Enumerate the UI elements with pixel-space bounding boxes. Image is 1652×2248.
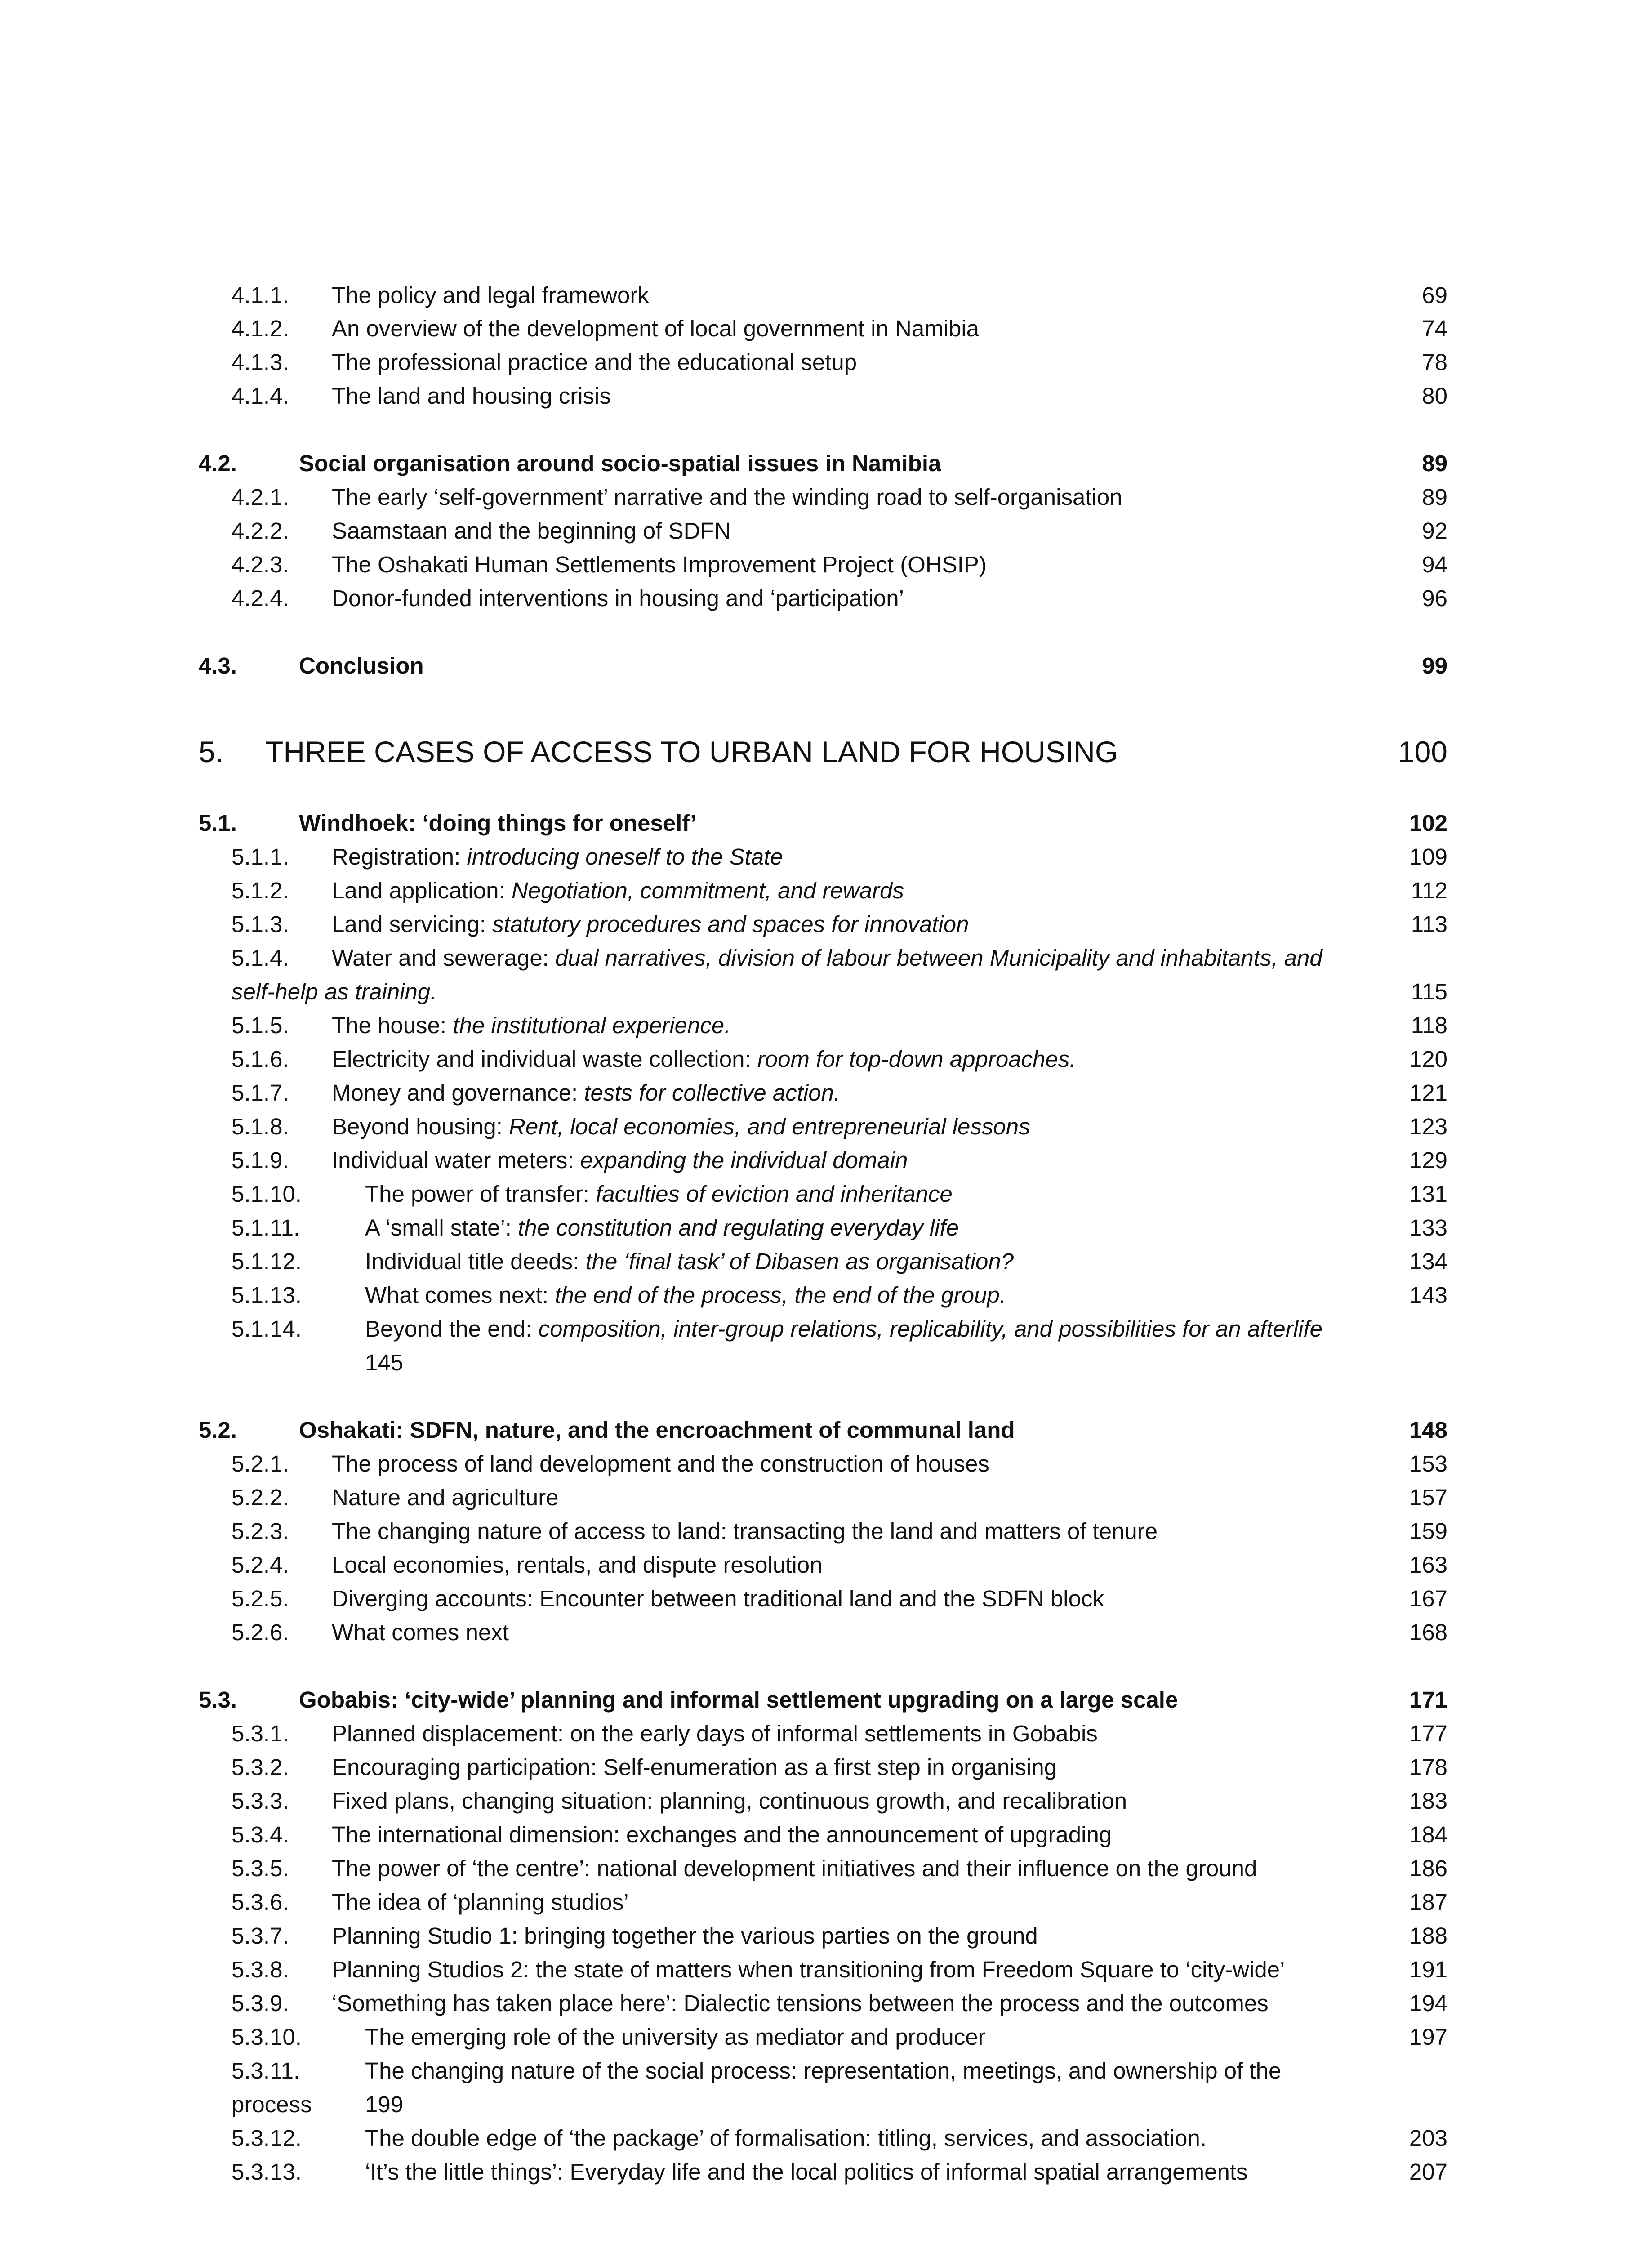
toc-entry[interactable] <box>0 1985 1652 2021</box>
entry-title-lead: Water and sewerage: <box>332 945 556 971</box>
entry-number: 4.1.3. <box>232 349 289 375</box>
entry-title <box>332 1041 1076 1077</box>
entry-title: ‘Something has taken place here’: Dialectic tensions between the process and the outcomes <box>332 1990 1269 2016</box>
entry-number: 5.3.8. <box>232 1957 289 1982</box>
toc-section-heading[interactable] <box>0 648 1652 684</box>
entry-page: 74 <box>1422 316 1447 341</box>
entry-title-lead: Land application: <box>332 878 512 903</box>
entry-page: 188 <box>1409 1923 1447 1949</box>
entry-page: 197 <box>1409 2024 1447 2050</box>
entry-number: 4.1.4. <box>232 383 289 409</box>
toc-entry[interactable] <box>0 1749 1652 1785</box>
toc-entry[interactable] <box>0 580 1652 616</box>
entry-number: 5.2.6. <box>232 1619 289 1645</box>
toc-entry[interactable] <box>0 1008 1652 1044</box>
entry-page: 112 <box>1411 878 1447 903</box>
entry-title: The idea of ‘planning studios’ <box>332 1889 629 1915</box>
section-title: Conclusion <box>299 653 424 678</box>
entry-title <box>332 1142 908 1178</box>
entry-title-italic: Negotiation, commitment, and rewards <box>511 878 904 903</box>
entry-title: The Oshakati Human Settlements Improvement Project (OHSIP) <box>332 552 987 577</box>
entry-title: Diverging accounts: Encounter between traditional land and the SDFN block <box>332 1586 1104 1611</box>
toc-entry-continuation[interactable] <box>0 974 1652 1010</box>
entry-title-continuation: process <box>232 2092 312 2117</box>
toc-entry[interactable] <box>0 1075 1652 1111</box>
toc-entry[interactable] <box>0 1210 1652 1246</box>
entry-title <box>332 873 904 909</box>
entry-title-lead: Beyond the end: <box>365 1316 539 1342</box>
entry-number: 5.1.2. <box>232 878 289 903</box>
entry-number: 5.1.10. <box>232 1181 302 1207</box>
toc-entry[interactable] <box>0 547 1652 583</box>
entry-page: 89 <box>1422 484 1447 510</box>
entry-page: 92 <box>1422 518 1447 544</box>
entry-page: 96 <box>1422 585 1447 611</box>
entry-page: 80 <box>1422 383 1447 409</box>
toc-entry[interactable] <box>0 2154 1652 2190</box>
entry-title-lead: Beyond housing: <box>332 1114 509 1139</box>
section-title: Social organisation around socio-spatial issues in Namibia <box>299 450 941 476</box>
entry-number: 5.1.1. <box>232 844 289 870</box>
entry-page: 194 <box>1409 1990 1447 2016</box>
entry-page: 133 <box>1409 1215 1447 1240</box>
entry-number: 5.3.7. <box>232 1923 289 1949</box>
entry-number: 5.3.13. <box>232 2159 302 2185</box>
entry-number: 4.2.3. <box>232 552 289 577</box>
entry-page: 183 <box>1409 1788 1447 1814</box>
entry-page: 129 <box>1409 1147 1447 1173</box>
entry-title <box>332 1109 1030 1145</box>
entry-title-italic: dual narratives, division of labour between Municipality and inhabitants, and <box>555 945 1322 971</box>
entry-number: 5.3.4. <box>232 1822 289 1847</box>
toc-entry[interactable] <box>0 906 1652 942</box>
entry-number: 4.1.1. <box>232 282 289 308</box>
entry-title-lead: The house: <box>332 1012 453 1038</box>
entry-title <box>332 1075 840 1111</box>
entry-title: The professional practice and the educational setup <box>332 349 857 375</box>
entry-number: 5.1.11. <box>232 1215 300 1240</box>
toc-entry[interactable] <box>0 1716 1652 1752</box>
entry-number: 5.3.5. <box>232 1855 289 1881</box>
toc-entry[interactable] <box>0 1513 1652 1549</box>
entry-title: The changing nature of the social process: representation, meetings, and ownership of the <box>365 2058 1282 2083</box>
entry-title: What comes next <box>332 1619 509 1645</box>
toc-entry[interactable] <box>0 513 1652 549</box>
entry-page: 207 <box>1409 2159 1447 2185</box>
entry-title-lead: Land servicing: <box>332 911 493 937</box>
entry-page: 178 <box>1409 1754 1447 1780</box>
entry-page: 120 <box>1409 1046 1447 1072</box>
entry-title: The double edge of ‘the package’ of formalisation: titling, services, and association. <box>365 2125 1207 2151</box>
entry-title: The emerging role of the university as mediator and producer <box>365 2024 986 2050</box>
entry-title: The early ‘self-government’ narrative and the winding road to self-organisation <box>332 484 1122 510</box>
entry-number: 5.1.3. <box>232 911 289 937</box>
entry-title: ‘It’s the little things’: Everyday life and the local politics of informal spatial arrangements <box>365 2159 1248 2185</box>
chapter-page: 100 <box>1398 735 1447 768</box>
entry-title <box>365 1210 959 1246</box>
entry-title-lead: Electricity and individual waste collection: <box>332 1046 757 1072</box>
toc-entry[interactable] <box>0 1277 1652 1313</box>
entry-page: 78 <box>1422 349 1447 375</box>
section-title: Gobabis: ‘city-wide’ planning and informal settlement upgrading on a large scale <box>299 1687 1178 1713</box>
entry-title: The land and housing crisis <box>332 383 611 409</box>
entry-title-continuation: self-help as training. <box>232 979 437 1004</box>
toc-entry[interactable] <box>0 873 1652 909</box>
toc-entry[interactable] <box>0 1142 1652 1178</box>
entry-number: 5.2.2. <box>232 1485 289 1510</box>
section-page: 148 <box>1409 1417 1447 1443</box>
entry-number: 5.3.2. <box>232 1754 289 1780</box>
entry-number: 5.1.5. <box>232 1012 289 1038</box>
entry-title-lead: Money and governance: <box>332 1080 584 1106</box>
entry-number: 4.2.1. <box>232 484 289 510</box>
entry-number: 4.2.2. <box>232 518 289 544</box>
entry-page: 157 <box>1409 1485 1447 1510</box>
entry-title: The changing nature of access to land: transacting the land and matters of tenure <box>332 1518 1158 1544</box>
entry-title: Saamstaan and the beginning of SDFN <box>332 518 731 544</box>
entry-number: 5.3.6. <box>232 1889 289 1915</box>
entry-page: 123 <box>1409 1114 1447 1139</box>
section-page: 171 <box>1409 1687 1447 1713</box>
entry-title-lead: Individual title deeds: <box>365 1249 586 1274</box>
toc-entry-continuation[interactable] <box>0 1345 1652 1381</box>
entry-page: 186 <box>1409 1855 1447 1881</box>
entry-title <box>332 1008 730 1044</box>
entry-title-lead: Individual water meters: <box>332 1147 580 1173</box>
entry-page: 163 <box>1409 1552 1447 1578</box>
entry-page: 153 <box>1409 1451 1447 1476</box>
entry-title-lead: What comes next: <box>365 1282 555 1308</box>
entry-title-italic: the constitution and regulating everyday life <box>518 1215 959 1240</box>
entry-title: The policy and legal framework <box>332 282 649 308</box>
toc-entry[interactable] <box>0 1041 1652 1077</box>
entry-number: 5.1.8. <box>232 1114 289 1139</box>
entry-title-lead: A ‘small state’: <box>365 1215 518 1240</box>
entry-page: 109 <box>1409 844 1447 870</box>
entry-title-italic: composition, inter-group relations, replicability, and possibilities for an afterlife <box>538 1316 1322 1342</box>
entry-title-italic: introducing oneself to the State <box>467 844 783 870</box>
toc-entry[interactable] <box>0 1480 1652 1516</box>
entry-title-italic: room for top-down approaches. <box>757 1046 1076 1072</box>
toc-entry[interactable] <box>0 1244 1652 1280</box>
toc-section-heading[interactable] <box>0 1682 1652 1718</box>
toc-entry[interactable] <box>0 2019 1652 2055</box>
entry-title <box>332 940 1322 976</box>
entry-page: 121 <box>1409 1080 1447 1106</box>
entry-title: The process of land development and the construction of houses <box>332 1451 989 1476</box>
chapter-title: THREE CASES OF ACCESS TO URBAN LAND FOR HOUSING <box>265 735 1118 768</box>
toc-entry[interactable] <box>0 1311 1652 1347</box>
toc-entry[interactable] <box>0 1547 1652 1583</box>
entry-page: 115 <box>1411 979 1447 1004</box>
entry-title: Local economies, rentals, and dispute resolution <box>332 1552 823 1578</box>
toc-entry[interactable] <box>0 1952 1652 1988</box>
section-title: Oshakati: SDFN, nature, and the encroachment of communal land <box>299 1417 1015 1443</box>
toc-section-heading[interactable] <box>0 805 1652 841</box>
section-page: 99 <box>1422 653 1447 678</box>
entry-number: 5.1.9. <box>232 1147 289 1173</box>
entry-page: 69 <box>1422 282 1447 308</box>
entry-title: Planning Studio 1: bringing together the various parties on the ground <box>332 1923 1038 1949</box>
entry-page: 167 <box>1409 1586 1447 1611</box>
entry-page: 168 <box>1409 1619 1447 1645</box>
entry-page: 159 <box>1409 1518 1447 1544</box>
entry-number: 5.2.3. <box>232 1518 289 1544</box>
entry-page: 94 <box>1422 552 1447 577</box>
toc-entry[interactable] <box>0 2053 1652 2089</box>
entry-title: The power of ‘the centre’: national development initiatives and their influence on the ground <box>332 1855 1257 1881</box>
entry-title-italic: statutory procedures and spaces for innovation <box>492 911 969 937</box>
entry-title-italic: the ‘final task’ of Dibasen as organisation? <box>585 1249 1014 1274</box>
entry-number: 4.1.2. <box>232 316 289 341</box>
toc-entry[interactable] <box>0 1817 1652 1853</box>
entry-title <box>365 1176 953 1212</box>
toc-chapter-heading[interactable] <box>0 729 1652 774</box>
chapter-number: 5. <box>199 735 224 768</box>
entry-title: Nature and agriculture <box>332 1485 559 1510</box>
entry-number: 5.3.1. <box>232 1721 289 1746</box>
entry-title <box>332 839 783 875</box>
entry-title: Planned displacement: on the early days of informal settlements in Gobabis <box>332 1721 1098 1746</box>
toc-entry[interactable] <box>0 311 1652 347</box>
toc-entry[interactable] <box>0 1176 1652 1212</box>
toc-entry[interactable] <box>0 1851 1652 1887</box>
toc-entry[interactable] <box>0 2120 1652 2156</box>
entry-page: 177 <box>1409 1721 1447 1746</box>
entry-number: 5.1.12. <box>232 1249 302 1274</box>
entry-title-lead: The power of transfer: <box>365 1181 596 1207</box>
entry-title <box>332 906 969 942</box>
section-number: 5.1. <box>199 810 237 836</box>
entry-title-lead: Registration: <box>332 844 467 870</box>
toc-entry[interactable] <box>0 1884 1652 1920</box>
toc-section-heading[interactable] <box>0 1412 1652 1448</box>
entry-title-italic: the institutional experience. <box>453 1012 731 1038</box>
entry-page: 113 <box>1411 911 1447 937</box>
toc-entry[interactable] <box>0 378 1652 414</box>
toc-entry[interactable] <box>0 1581 1652 1617</box>
entry-title: Fixed plans, changing situation: planning, continuous growth, and recalibration <box>332 1788 1127 1814</box>
section-page: 102 <box>1409 810 1447 836</box>
entry-title-italic: tests for collective action. <box>584 1080 841 1106</box>
entry-number: 5.1.4. <box>232 945 289 971</box>
section-number: 4.2. <box>199 450 237 476</box>
toc-entry[interactable] <box>0 1446 1652 1482</box>
entry-number: 5.3.3. <box>232 1788 289 1814</box>
section-number: 5.3. <box>199 1687 237 1713</box>
section-number: 4.3. <box>199 653 237 678</box>
entry-title-italic: the end of the process, the end of the group. <box>555 1282 1006 1308</box>
section-number: 5.2. <box>199 1417 237 1443</box>
entry-number: 5.1.14. <box>232 1316 302 1342</box>
entry-page: 118 <box>1411 1012 1447 1038</box>
toc-entry[interactable] <box>0 839 1652 875</box>
entry-number: 5.1.7. <box>232 1080 289 1106</box>
entry-number: 5.3.10. <box>232 2024 302 2050</box>
entry-page: 134 <box>1409 1249 1447 1274</box>
entry-number: 5.3.12. <box>232 2125 302 2151</box>
toc-entry[interactable] <box>0 1783 1652 1819</box>
entry-title-italic: faculties of eviction and inheritance <box>596 1181 953 1207</box>
toc-entry[interactable] <box>0 344 1652 380</box>
entry-title: Encouraging participation: Self-enumeration as a first step in organising <box>332 1754 1057 1780</box>
entry-title-italic: Rent, local economies, and entrepreneurial lessons <box>509 1114 1030 1139</box>
toc-entry[interactable] <box>0 1918 1652 1954</box>
section-title: Windhoek: ‘doing things for oneself’ <box>299 810 697 836</box>
entry-page: 191 <box>1409 1957 1447 1982</box>
entry-number: 5.1.6. <box>232 1046 289 1072</box>
section-page: 89 <box>1422 450 1447 476</box>
toc-entry[interactable] <box>0 940 1652 976</box>
entry-title: Donor-funded interventions in housing and ‘participation’ <box>332 585 904 611</box>
entry-number: 5.1.13. <box>232 1282 302 1308</box>
entry-page: 184 <box>1409 1822 1447 1847</box>
entry-title <box>365 1244 1014 1280</box>
entry-title <box>365 1277 1006 1313</box>
entry-title <box>365 1311 1322 1347</box>
entry-number: 4.2.4. <box>232 585 289 611</box>
toc-section-heading[interactable] <box>0 446 1652 482</box>
entry-page: 187 <box>1409 1889 1447 1915</box>
entry-page: 131 <box>1409 1181 1447 1207</box>
entry-title: Planning Studios 2: the state of matters when transitioning from Freedom Square to ‘city-wide’ <box>332 1957 1285 1982</box>
entry-title: An overview of the development of local government in Namibia <box>332 316 980 341</box>
entry-page: 203 <box>1409 2125 1447 2151</box>
entry-number: 5.2.4. <box>232 1552 289 1578</box>
toc-entry[interactable] <box>0 277 1652 313</box>
entry-number: 5.3.11. <box>232 2058 300 2083</box>
toc-entry[interactable] <box>0 1615 1652 1650</box>
toc-entry[interactable] <box>0 1109 1652 1145</box>
entry-number: 5.2.1. <box>232 1451 289 1476</box>
entry-number: 5.2.5. <box>232 1586 289 1611</box>
entry-title-italic: expanding the individual domain <box>580 1147 908 1173</box>
entry-title: The international dimension: exchanges and the announcement of upgrading <box>332 1822 1112 1847</box>
toc-entry-continuation[interactable] <box>0 2087 1652 2123</box>
toc-entry[interactable] <box>0 479 1652 515</box>
entry-page: 143 <box>1409 1282 1447 1308</box>
entry-number: 5.3.9. <box>232 1990 289 2016</box>
entry-page: 145 <box>365 1350 404 1375</box>
entry-page: 199 <box>365 2092 404 2117</box>
